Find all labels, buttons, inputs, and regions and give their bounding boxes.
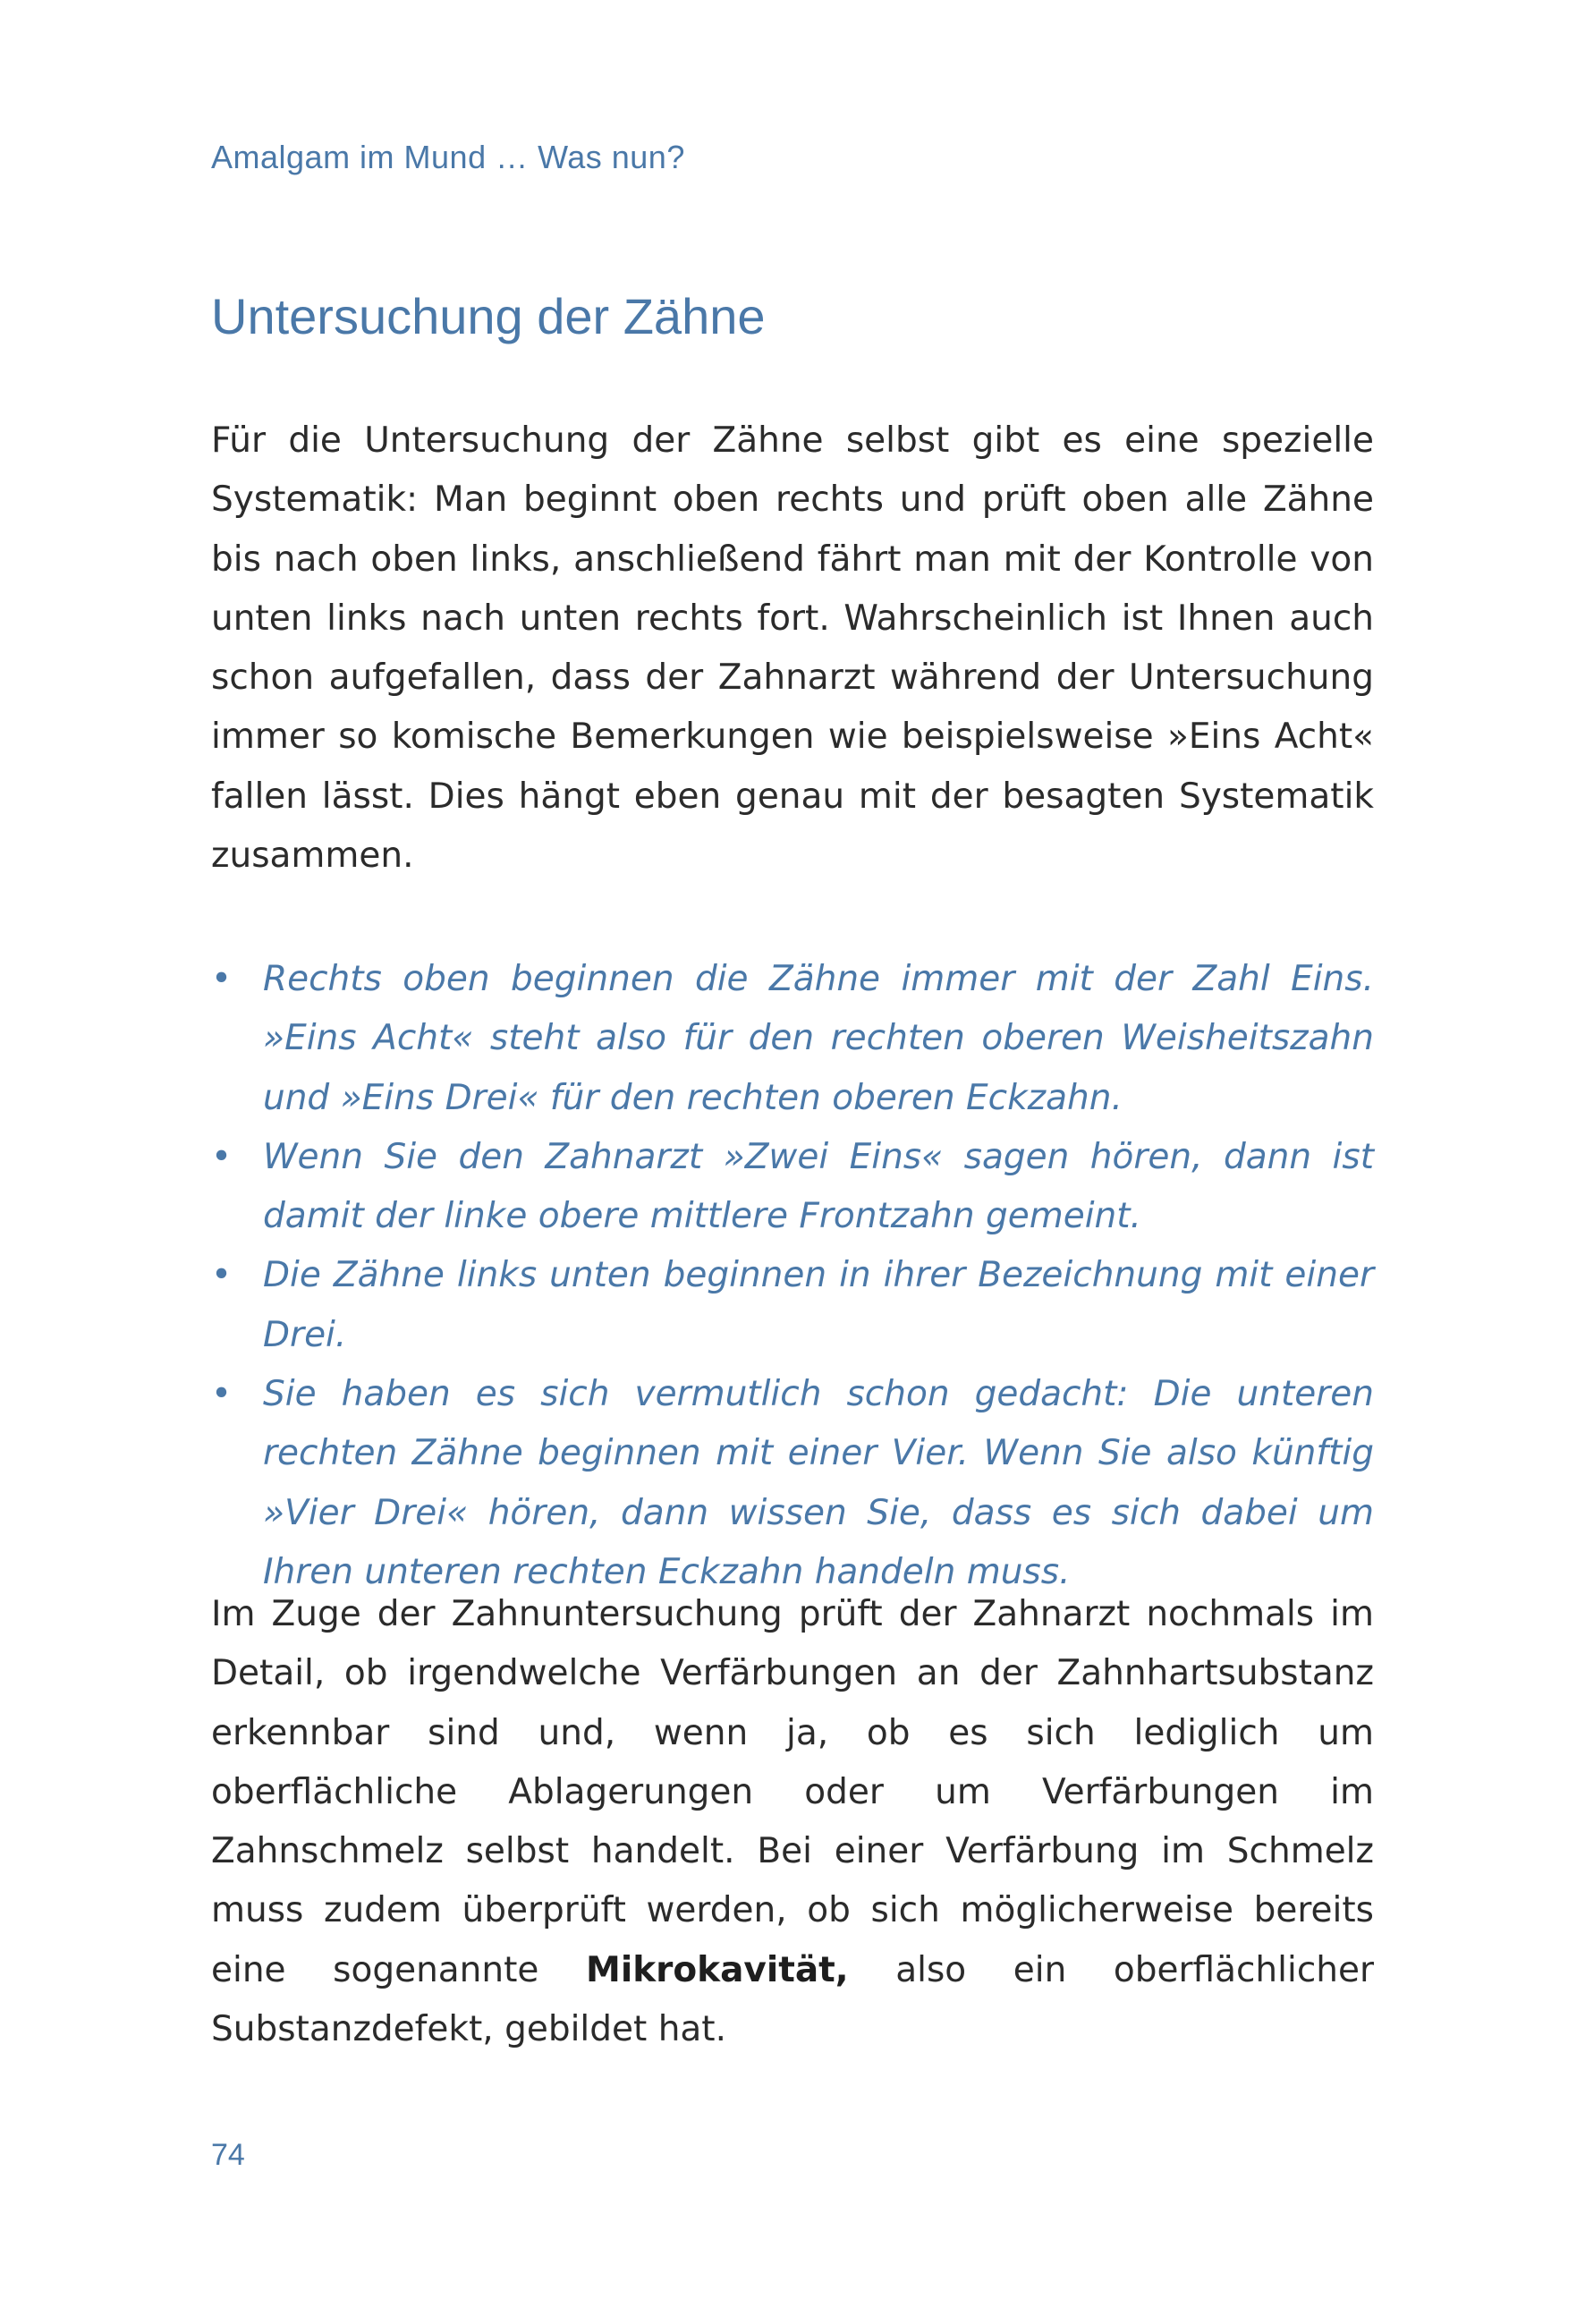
closing-paragraph-container [211,1585,1374,2059]
bullet-icon: • [211,959,233,999]
list-item [211,1365,1374,1602]
bold-term: Mikrokavität, [586,1949,849,1990]
closing-text-start: Im Zuge der Zahnuntersuchung prüft der Zahnarzt nochmals im Detail, ob irgendwelche Verfärbungen an der Zahnhartsubstanz erkennbar sind und, wenn ja, ob es sich lediglich um oberflächliche Ablagerungen oder um Verfärbungen im Zahnschmelz selbst handelt. Bei einer Verfärbung im Schmelz muss zudem überprüft werden, ob sich möglicherweise bereits eine sogenannte [211,1594,1374,1990]
list-item-text: Die Zähne links unten beginnen in ihrer Bezeichnung mit einer Drei. [263,1255,1374,1355]
bullet-icon: • [211,1136,233,1177]
closing-paragraph [211,1585,1374,2059]
bullet-list [211,950,1374,1602]
section-title: Untersuchung der Zähne [211,288,766,344]
list-item-text: Sie haben es sich vermutlich schon gedacht: Die unteren rechten Zähne beginnen mit einer Vier. Wenn Sie also künftig »Vier Drei« hören, dann wissen Sie, dass es sich dabei um Ihren unteren rechten Eckzahn handeln muss. [263,1374,1374,1592]
list-item [211,950,1374,1128]
list-item [211,1128,1374,1247]
list-item [211,1246,1374,1365]
running-header: Amalgam im Mund … Was nun? [211,139,685,175]
bullet-icon: • [211,1255,233,1296]
list-item-text: Rechts oben beginnen die Zähne immer mit der Zahl Eins. »Eins Acht« steht also für den rechten oberen Weisheitszahn und »Eins Drei« für den rechten oberen Eckzahn. [263,959,1374,1118]
closing-text-end: also ein oberflächlicher Substanzdefekt, gebildet hat. [211,1949,1375,2050]
intro-paragraph: Für die Untersuchung der Zähne selbst gibt es eine spezielle Systematik: Man beginnt oben rechts und prüft oben alle Zähne bis nach oben links, anschließend fährt man mit der Kontrolle von unten links nach unten rechts fort. Wahrscheinlich ist Ihnen auch schon aufgefallen, dass der Zahnarzt während der Untersuchung immer so komische Bemerkungen wie beispielsweise »Eins Acht« fallen lässt. Dies hängt eben genau mit der besagten Systematik zusammen. [211,420,1374,877]
list-item-text: Wenn Sie den Zahnarzt »Zwei Eins« sagen hören, dann ist damit der linke obere mittlere Frontzahn gemeint. [263,1136,1374,1237]
bullet-icon: • [211,1374,233,1415]
intro-paragraph-container [211,411,1374,886]
page-number: 74 [211,2138,245,2172]
